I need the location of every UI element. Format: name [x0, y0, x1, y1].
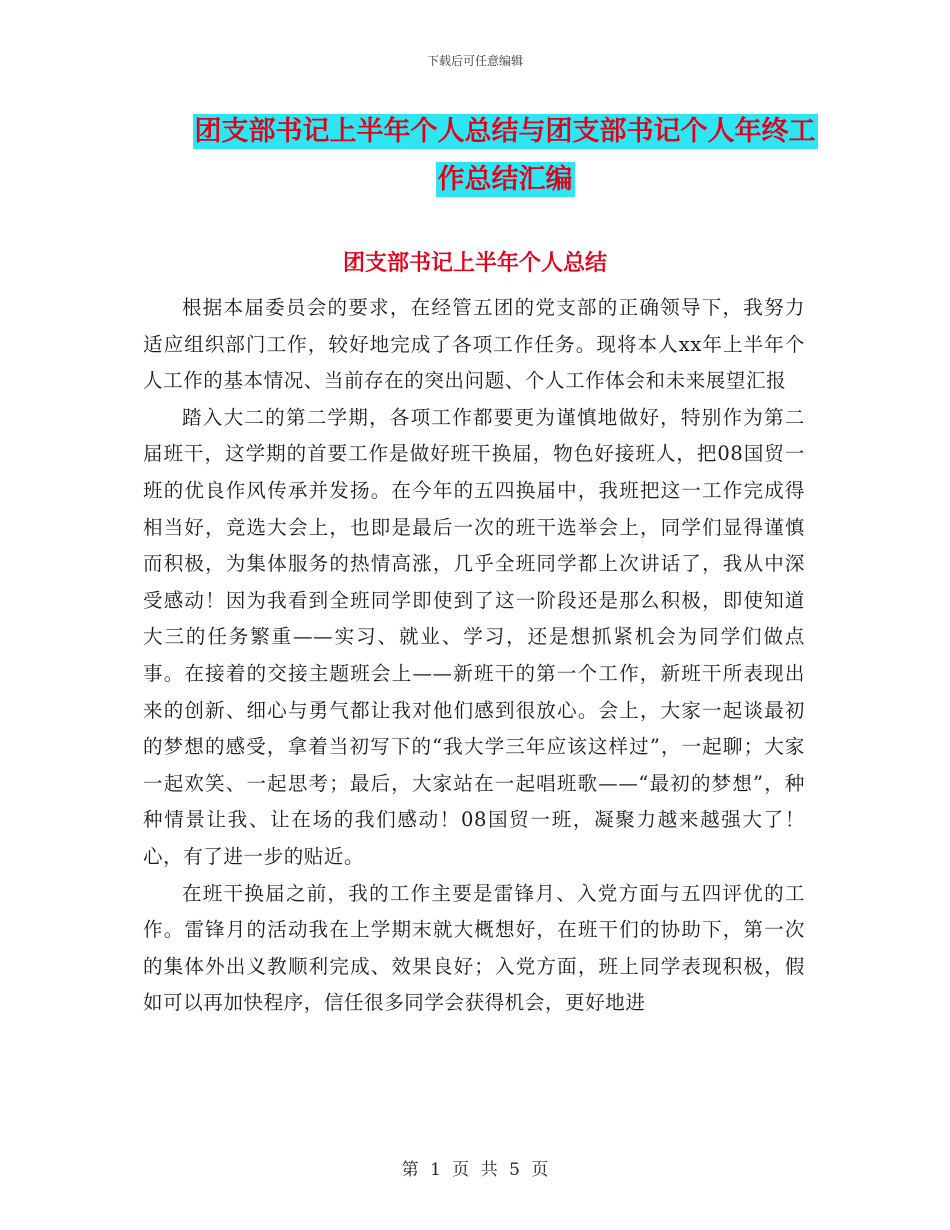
paragraph-1: 根据本届委员会的要求，在经管五团的党支部的正确领导下，我努力适应组织部门工作，较好地完成了各项工作任务。现将本人xx年上半年个人工作的基本情况、当前存在的突出问题、个人工作体会和未来展望汇报: [143, 296, 805, 393]
document-title-line2: 作总结汇编: [437, 164, 573, 195]
document-title-line1: 团支部书记上半年个人总结与团支部书记个人年终工: [194, 116, 816, 147]
header-note: 下载后可任意编辑: [426, 54, 523, 68]
body-text: [143, 290, 805, 1022]
paragraph-3: 在班干换届之前，我的工作主要是雷锋月、入党方面与五四评优的工作。雷锋月的活动我在上学期末就大概想好，在班干们的协助下，第一次的集体外出义教顺利完成、效果良好；入党方面，班上同学表现积极，假如可以再加快程序，信任很多同学会获得机会，更好地进: [143, 881, 805, 1015]
section-title: 团支部书记上半年个人总结: [342, 250, 607, 276]
document-title: [190, 108, 820, 204]
paragraph-2: 踏入大二的第二学期，各项工作都要更为谨慎地做好，特别作为第二届班干，这学期的首要工作是做好班干换届，物色好接班人，把08国贸一班的优良作风传承并发扬。在今年的五四换届中，我班把这一工作完成得相当好，竞选大会上，也即是最后一次的班干选举会上，同学们显得谨慎而积极，为集体服务的热情高涨，几乎全班同学都上次讲话了，我从中深受感动！因为我看到全班同学即使到了这一阶段还是那么积极，即使知道大三的任务繁重——实习、就业、学习，还是想抓紧机会为同学们做点事。在接着的交接主题班会上——新班干的第一个工作，新班干所表现出来的创新、细心与勇气都让我对他们感到很放心。会上，大家一起谈最初的梦想的感受，拿着当初写下的“我大学三年应该这样过”，一起聊；大家一起欢笑、一起思考；最后，大家站在一起唱班歌——“最初的梦想”，种种情景让我、让在场的我们感动！08国贸一班，凝聚力越来越强大了！心，有了进一步的贴近。: [143, 405, 805, 868]
page-number-footer: 第 1 页 共 5 页: [401, 1160, 549, 1180]
